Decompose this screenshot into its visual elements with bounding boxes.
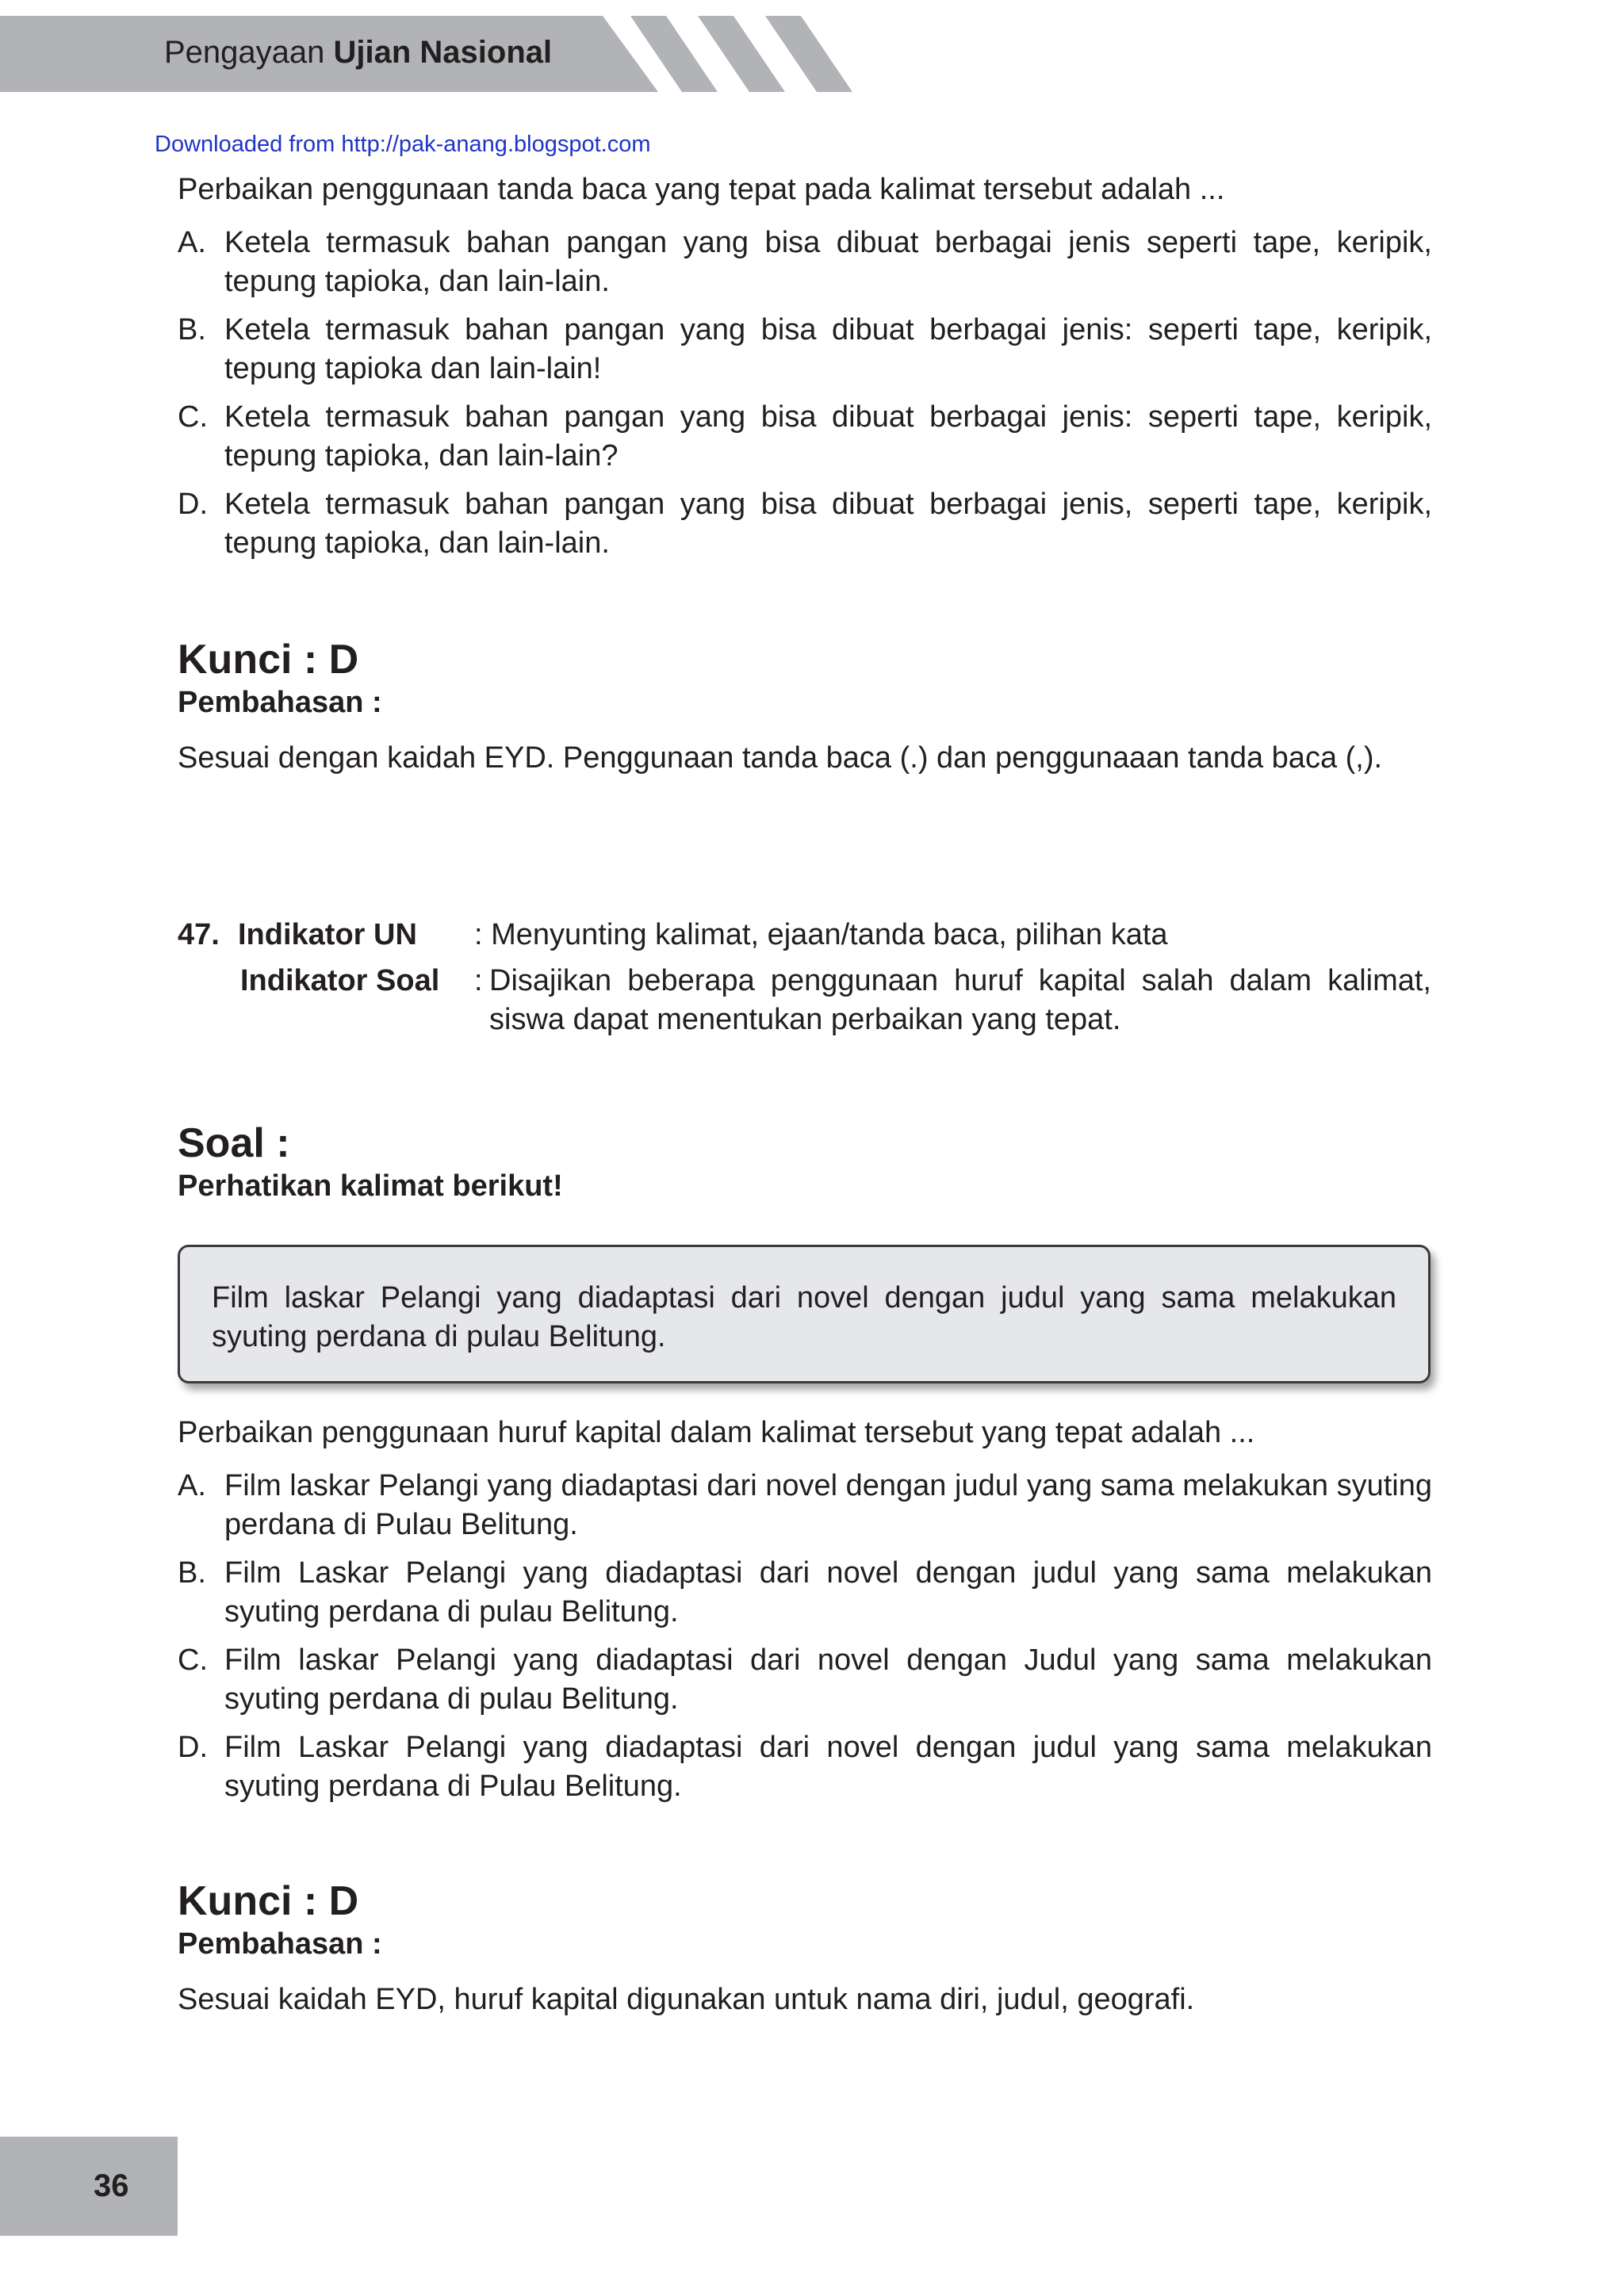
page-number: 36 xyxy=(94,2168,129,2203)
header-title xyxy=(164,35,552,71)
option-text: Film laskar Pelangi yang diadaptasi dari novel dengan Judul yang sama melakukan syuting perdana di pulau Belitung. xyxy=(224,1644,1432,1716)
option-letter: C. xyxy=(178,400,208,434)
header-stripe xyxy=(765,16,852,92)
q47-number: 47. xyxy=(178,918,220,951)
header-stripe xyxy=(698,16,785,92)
kunci-heading: Kunci : D xyxy=(178,1878,359,1924)
soal-instruction: Perhatikan kalimat berikut! xyxy=(178,1169,563,1203)
soal-section xyxy=(178,1119,1432,1205)
option-letter: D. xyxy=(178,488,208,521)
example-sentence: Film laskar Pelangi yang diadaptasi dari novel dengan judul yang sama melakukan syuting perdana di pulau Belitung. xyxy=(212,1281,1396,1353)
option-text: Film Laskar Pelangi yang diadaptasi dari novel dengan judul yang sama melakukan syuting perdana di Pulau Belitung. xyxy=(224,1731,1432,1803)
q46-option-b xyxy=(178,311,1432,388)
q46-question: Perbaikan penggunaan tanda baca yang tepat pada kalimat tersebut adalah ... xyxy=(178,173,1225,206)
q46-answer xyxy=(178,636,1432,778)
option-text: Ketela termasuk bahan pangan yang bisa dibuat berbagai jenis, seperti tape, keripik, tepung tapioka, dan lain-lain. xyxy=(224,488,1432,560)
header-title-prefix: Pengayaan xyxy=(164,35,334,70)
option-letter: A. xyxy=(178,1469,206,1502)
indikator-un-text: : Menyunting kalimat, ejaan/tanda baca, pilihan kata xyxy=(474,918,1168,951)
option-text: Ketela termasuk bahan pangan yang bisa dibuat berbagai jenis: seperti tape, keripik, tepung tapioka, dan lain-lain? xyxy=(224,400,1432,473)
q47-section xyxy=(178,1414,1432,1816)
pembahasan-label: Pembahasan : xyxy=(178,686,382,719)
q46-option-a xyxy=(178,224,1432,301)
option-letter: B. xyxy=(178,1556,206,1590)
indikator-soal-text: Disajikan beberapa penggunaan huruf kapital salah dalam kalimat, siswa dapat menentukan perbaikan yang tepat. xyxy=(489,964,1431,1036)
page-number-tab xyxy=(0,2137,178,2236)
q47-option-a xyxy=(178,1467,1432,1544)
q46-section xyxy=(178,170,1432,572)
q47-option-c xyxy=(178,1641,1432,1719)
option-letter: C. xyxy=(178,1644,208,1677)
indikator-soal-colon: : xyxy=(474,964,483,997)
kunci-heading: Kunci : D xyxy=(178,637,359,683)
option-letter: B. xyxy=(178,313,206,346)
q47-option-d xyxy=(178,1728,1432,1806)
q47-question: Perbaikan penggunaan huruf kapital dalam kalimat tersebut yang tepat adalah ... xyxy=(178,1416,1255,1449)
indikator-soal-label: Indikator Soal xyxy=(240,964,440,997)
option-text: Ketela termasuk bahan pangan yang bisa dibuat berbagai jenis seperti tape, keripik, tepung tapioka, dan lain-lain. xyxy=(224,226,1432,298)
header-title-bold: Ujian Nasional xyxy=(333,35,553,70)
option-text: Film Laskar Pelangi yang diadaptasi dari novel dengan judul yang sama melakukan syuting perdana di pulau Belitung. xyxy=(224,1556,1432,1628)
indikator-un-label: Indikator UN xyxy=(238,918,417,951)
q47-answer xyxy=(178,1877,1432,2019)
watermark-link[interactable]: Downloaded from http://pak-anang.blogspot.com xyxy=(155,132,651,157)
example-sentence-box xyxy=(178,1245,1431,1383)
pembahasan-text: Sesuai kaidah EYD, huruf kapital digunakan untuk nama diri, judul, geografi. xyxy=(178,1983,1195,2016)
option-letter: A. xyxy=(178,226,206,259)
soal-heading: Soal : xyxy=(178,1120,290,1166)
option-text: Film laskar Pelangi yang diadaptasi dari novel dengan judul yang sama melakukan syuting perdana di Pulau Belitung. xyxy=(224,1469,1433,1541)
option-text: Ketela termasuk bahan pangan yang bisa dibuat berbagai jenis: seperti tape, keripik, tepung tapioka dan lain-lain! xyxy=(224,313,1432,385)
q46-option-d xyxy=(178,485,1432,563)
option-letter: D. xyxy=(178,1731,208,1764)
pembahasan-text: Sesuai dengan kaidah EYD. Penggunaan tanda baca (.) dan penggunaaan tanda baca (,). xyxy=(178,741,1383,775)
q47-option-b xyxy=(178,1554,1432,1632)
q46-option-c xyxy=(178,398,1432,476)
pembahasan-label: Pembahasan : xyxy=(178,1927,382,1961)
